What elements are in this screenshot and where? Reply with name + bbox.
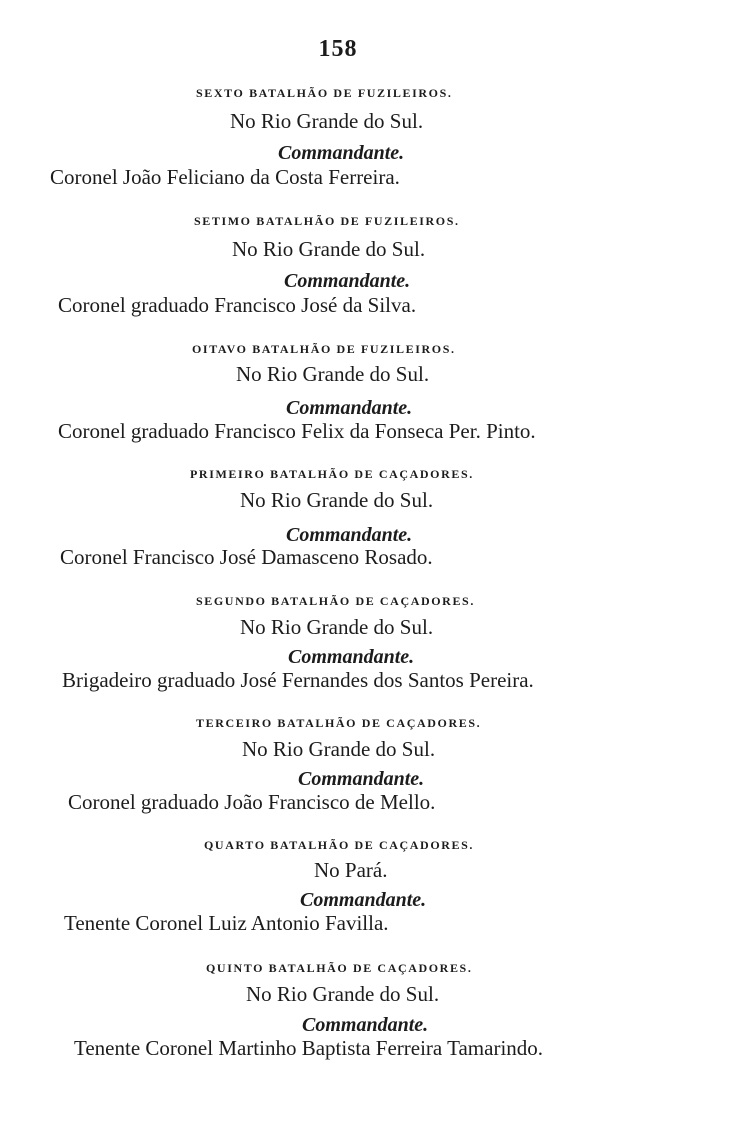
battalion-heading: SEXTO BATALHÃO DE FUZILEIROS. [196,86,453,100]
battalion-heading: SEGUNDO BATALHÃO DE CAÇADORES. [196,594,475,608]
role-label: Commandante. [300,889,427,911]
battalion-heading: TERCEIRO BATALHÃO DE CAÇADORES. [196,716,482,730]
location-line: No Rio Grande do Sul. [240,488,434,512]
battalion-heading: SETIMO BATALHÃO DE FUZILEIROS. [194,214,460,228]
page-number: 158 [318,36,358,62]
role-label: Commandante. [286,397,413,419]
battalion-heading: QUINTO BATALHÃO DE CAÇADORES. [206,961,473,975]
battalion-heading: PRIMEIRO BATALHÃO DE CAÇADORES. [190,467,474,481]
location-line: No Rio Grande do Sul. [246,982,440,1006]
role-label: Commandante. [288,646,415,668]
commander-name: Coronel graduado Francisco Felix da Fonseca Per. Pinto. [58,419,536,443]
commander-name: Coronel graduado João Francisco de Mello. [68,790,436,814]
battalion-heading: QUARTO BATALHÃO DE CAÇADORES. [204,838,475,852]
location-line: No Rio Grande do Sul. [230,109,424,133]
commander-name: Brigadeiro graduado José Fernandes dos Santos Pereira. [62,668,534,692]
location-line: No Rio Grande do Sul. [232,237,426,261]
commander-name: Coronel Francisco José Damasceno Rosado. [60,545,433,569]
commander-name: Coronel graduado Francisco José da Silva. [58,293,417,317]
role-label: Commandante. [286,524,413,546]
role-label: Commandante. [302,1014,429,1036]
location-line: No Pará. [314,858,388,882]
commander-name: Tenente Coronel Martinho Baptista Ferreira Tamarindo. [74,1036,544,1060]
location-line: No Rio Grande do Sul. [240,615,434,639]
role-label: Commandante. [298,768,425,790]
location-line: No Rio Grande do Sul. [242,737,436,761]
battalion-heading: OITAVO BATALHÃO DE FUZILEIROS. [192,342,456,356]
role-label: Commandante. [278,142,405,164]
location-line: No Rio Grande do Sul. [236,362,430,386]
role-label: Commandante. [284,270,411,292]
commander-name: Tenente Coronel Luiz Antonio Favilla. [64,911,389,935]
commander-name: Coronel João Feliciano da Costa Ferreira. [50,165,400,189]
